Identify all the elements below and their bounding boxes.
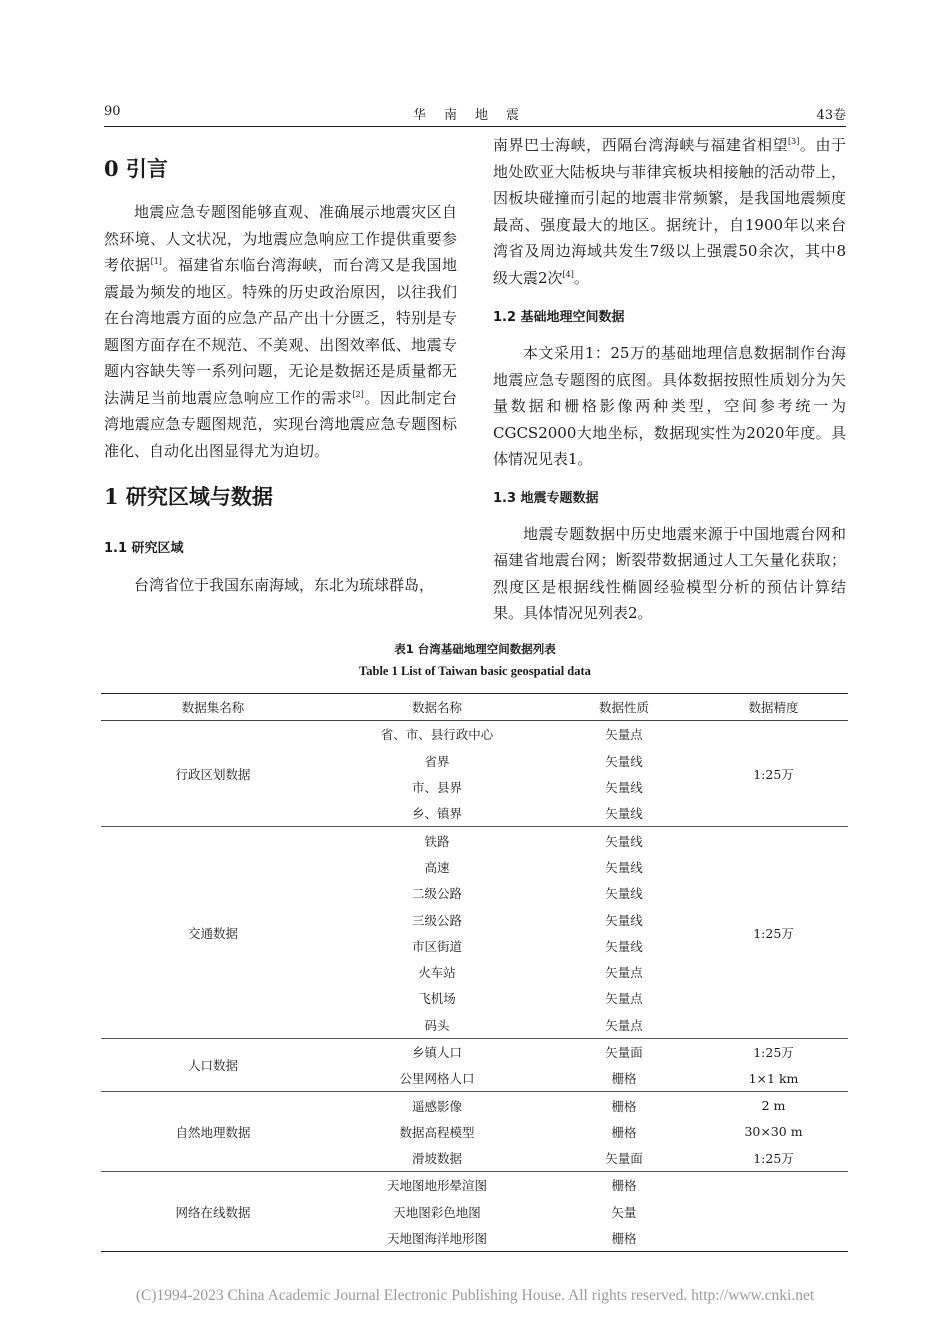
- citation-1: [1]: [150, 257, 162, 266]
- group-online: [101, 1172, 848, 1252]
- nature-cell: 栅格: [611, 1231, 637, 1247]
- section-1-2-title: 1.2 基础地理空间数据: [493, 310, 625, 325]
- table-row: [101, 1092, 848, 1119]
- precision-cell: [699, 1199, 848, 1225]
- col-header-dataset: 数据集名称: [181, 700, 245, 716]
- copyright-footer: (C)1994-2023 China Academic Journal Electronic Publishing House. All rights reserved. http://www.cnki.net: [135, 1287, 815, 1304]
- citation-4: [4]: [562, 269, 574, 279]
- section-1-3-title: 1.3 地震专题数据: [493, 490, 599, 506]
- table-row: [101, 1172, 848, 1199]
- section-1-1-title: 1.1 研究区域: [104, 541, 184, 556]
- data-name-cell: 数据高程模型: [399, 1124, 475, 1140]
- precision-cell: 30×30 m: [744, 1124, 803, 1140]
- nature-cell: 矢量: [611, 1204, 637, 1220]
- citation-3: [3]: [788, 137, 800, 146]
- section-0-title: 0 引言: [104, 156, 168, 181]
- table-caption-en: Table 1 List of Taiwan basic geospatial data: [359, 664, 591, 678]
- data-name-cell: 二级公路: [411, 886, 462, 902]
- table-header-row: [101, 694, 848, 721]
- data-name-cell: 乡镇人口: [411, 1045, 462, 1060]
- dataset-name-cell: 行政区划数据: [175, 766, 251, 782]
- data-name-cell: 天地图海洋地形图: [386, 1231, 487, 1247]
- data-name-cell: 铁路: [424, 833, 450, 849]
- nature-cell: 矢量线: [605, 753, 643, 769]
- section-1-title: 1 研究区域与数据: [104, 484, 273, 509]
- nature-cell: 矢量线: [605, 938, 643, 954]
- nature-cell: 矢量点: [605, 727, 643, 743]
- citation-2: [2]: [352, 389, 364, 399]
- col-header-precision: 数据精度: [748, 700, 799, 716]
- nature-cell: 矢量点: [605, 965, 643, 981]
- left-column: [104, 132, 457, 599]
- data-name-cell: 省界: [424, 753, 450, 769]
- data-name-cell: 市、县界: [411, 780, 462, 796]
- section-1-2-paragraph: 本文采用1：25万的基础地理信息数据制作台海地震应急专题图的底图。具体数据按照性质划分为矢量数据和栅格影像两种类型，空间参考统一为CGCS2000大地坐标，数据现实性为2020年度。具体情况见表1。: [493, 344, 846, 468]
- data-name-cell: 天地图地形晕渲图: [386, 1178, 487, 1194]
- precision-cell: 2 m: [761, 1098, 786, 1114]
- nature-cell: 矢量线: [605, 780, 643, 796]
- dataset-name-cell: 交通数据: [187, 925, 238, 941]
- running-header: [104, 104, 846, 126]
- precision-cell: 1:25万: [753, 766, 794, 782]
- nature-cell: 栅格: [611, 1124, 637, 1140]
- nature-cell: 栅格: [611, 1098, 637, 1114]
- nature-cell: 矢量线: [605, 886, 643, 902]
- volume-label: 43卷: [816, 108, 846, 123]
- precision-cell: [699, 1172, 848, 1199]
- journal-title: 华南地震: [412, 108, 537, 123]
- nature-cell: 矢量线: [605, 912, 643, 928]
- nature-cell: 矢量线: [605, 806, 643, 822]
- page-number: 90: [104, 104, 121, 119]
- data-name-cell: 滑坡数据: [411, 1151, 462, 1167]
- section-1-1-paragraph-cont: 南界巴士海峡，西隔台湾海峡与福建省相望[3]。由于地处欧亚大陆板块与菲律宾板块相接触的活动带上，因板块碰撞而引起的地震非常频繁，是我国地震频度最高、强度最大的地区。据统计，自1900年以来台湾省及周边海域共发生7级以上强震50余次，其中8级大震2次[4]。: [493, 136, 846, 287]
- group-population: [101, 1038, 848, 1092]
- data-name-cell: 公里网格人口: [399, 1071, 475, 1087]
- precision-cell: 1:25万: [753, 1045, 794, 1060]
- dataset-name-cell: 网络在线数据: [175, 1204, 251, 1220]
- precision-cell: 1×1 km: [748, 1070, 799, 1086]
- nature-cell: 矢量面: [605, 1045, 643, 1060]
- table-row: [101, 827, 848, 854]
- data-name-cell: 乡、镇界: [411, 806, 462, 822]
- group-transport: [101, 827, 848, 1038]
- group-admin: [101, 721, 848, 827]
- dataset-name-cell: 自然地理数据: [175, 1124, 251, 1140]
- precision-cell: 1:25万: [753, 925, 794, 941]
- group-physical-geography: [101, 1092, 848, 1172]
- data-name-cell: 飞机场: [418, 991, 456, 1007]
- geospatial-data-table: [101, 693, 848, 1252]
- table-row: [101, 721, 848, 748]
- table-caption-cn: 表1 台湾基础地理空间数据列表: [394, 642, 556, 656]
- col-header-nature: 数据性质: [598, 700, 649, 716]
- data-name-cell: 天地图彩色地图: [393, 1204, 481, 1220]
- col-header-data-name: 数据名称: [411, 700, 462, 716]
- nature-cell: 矢量点: [605, 1017, 643, 1033]
- nature-cell: 矢量线: [605, 859, 643, 875]
- nature-cell: 矢量点: [605, 991, 643, 1007]
- precision-cell: 1:25万: [753, 1151, 794, 1167]
- data-name-cell: 遥感影像: [411, 1098, 462, 1114]
- nature-cell: 矢量面: [605, 1151, 643, 1167]
- section-1-1-paragraph-start: 台湾省位于我国东南海域，东北为琉球群岛，: [134, 576, 435, 594]
- data-name-cell: 码头: [424, 1017, 450, 1033]
- data-name-cell: 三级公路: [411, 912, 462, 928]
- nature-cell: 栅格: [611, 1071, 637, 1087]
- right-column: [493, 132, 846, 627]
- table-row: [101, 1038, 848, 1065]
- header-rule: [104, 126, 846, 127]
- data-name-cell: 火车站: [418, 965, 456, 981]
- data-name-cell: 市区街道: [411, 938, 462, 954]
- section-1-3-paragraph: 地震专题数据中历史地震来源于中国地震台网和福建省地震台网；断裂带数据通过人工矢量化获取；烈度区是根据线性椭圆经验模型分析的预估计算结果。具体情况见列表2。: [493, 524, 846, 622]
- nature-cell: 矢量线: [605, 833, 643, 849]
- dataset-name-cell: 人口数据: [187, 1058, 238, 1074]
- data-name-cell: 高速: [424, 859, 450, 875]
- nature-cell: 栅格: [611, 1178, 637, 1194]
- intro-paragraph: 地震应急专题图能够直观、准确展示地震灾区自然环境、人文状况，为地震应急响应工作提供重要参考依据[1]。福建省东临台湾海峡，而台湾又是我国地震最为频发的地区。特殊的历史政治原因，以往我们在台湾地震方面的应急产品产出十分匮乏，特别是专题图方面存在不规范、不美观、出图效率低、地震专题内容缺失等一系列问题，无论是数据还是质量都无法满足当前地震应急响应工作的需求[2]。因此制定台湾地震应急专题图规范，实现台湾地震应急专题图标准化、自动化出图显得尤为迫切。: [104, 203, 457, 460]
- precision-cell: [699, 1225, 848, 1252]
- data-name-cell: 省、市、县行政中心: [380, 727, 494, 743]
